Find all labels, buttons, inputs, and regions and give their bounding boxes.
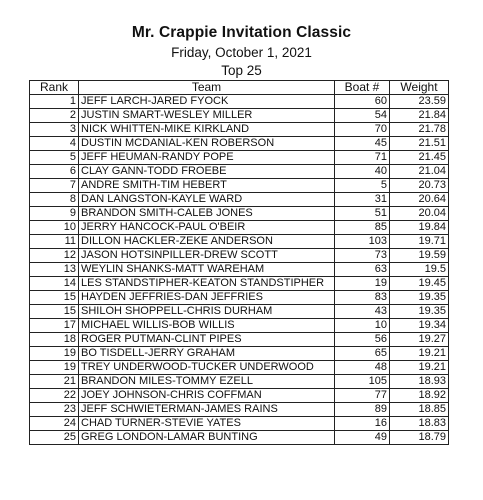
rank-cell: 21 <box>30 375 79 389</box>
rank-cell: 17 <box>30 319 79 333</box>
boat-number-cell: 40 <box>335 165 390 179</box>
table-header-row <box>30 81 449 95</box>
table-row <box>30 417 449 431</box>
page-title: Mr. Crappie Invitation Classic <box>131 24 352 41</box>
rank-cell: 15 <box>30 291 79 305</box>
weight-cell: 21.04 <box>390 165 449 179</box>
boat-number-cell: 54 <box>335 109 390 123</box>
team-cell: JASON HOTSINPILLER-DREW SCOTT <box>79 249 335 263</box>
table-row <box>30 109 449 123</box>
table-row <box>30 347 449 361</box>
table-row <box>30 305 449 319</box>
results-table-body <box>30 95 449 445</box>
rank-cell: 4 <box>30 137 79 151</box>
table-row <box>30 207 449 221</box>
table-row <box>30 361 449 375</box>
rank-cell: 11 <box>30 235 79 249</box>
team-cell: JEFF LARCH-JARED FYOCK <box>79 95 335 109</box>
boat-number-cell: 31 <box>335 193 390 207</box>
table-row <box>30 179 449 193</box>
rank-cell: 13 <box>30 263 79 277</box>
weight-cell: 18.92 <box>390 389 449 403</box>
column-header-boat: Boat # <box>335 81 390 95</box>
rank-cell: 18 <box>30 333 79 347</box>
results-table <box>29 80 449 445</box>
boat-number-cell: 51 <box>335 207 390 221</box>
boat-number-cell: 89 <box>335 403 390 417</box>
rank-cell: 7 <box>30 179 79 193</box>
boat-number-cell: 85 <box>335 221 390 235</box>
boat-number-cell: 73 <box>335 249 390 263</box>
rank-cell: 25 <box>30 431 79 445</box>
column-header-team: Team <box>79 81 335 95</box>
rank-cell: 5 <box>30 151 79 165</box>
boat-number-cell: 10 <box>335 319 390 333</box>
weight-cell: 21.45 <box>390 151 449 165</box>
boat-number-cell: 5 <box>335 179 390 193</box>
team-cell: MICHAEL WILLIS-BOB WILLIS <box>79 319 335 333</box>
team-cell: LES STANDSTIPHER-KEATON STANDSTIPHER <box>79 277 335 291</box>
boat-number-cell: 63 <box>335 263 390 277</box>
weight-cell: 21.51 <box>390 137 449 151</box>
weight-cell: 19.71 <box>390 235 449 249</box>
team-cell: CLAY GANN-TODD FROEBE <box>79 165 335 179</box>
weight-cell: 19.35 <box>390 291 449 305</box>
rank-cell: 6 <box>30 165 79 179</box>
team-cell: GREG LONDON-LAMAR BUNTING <box>79 431 335 445</box>
weight-cell: 19.34 <box>390 319 449 333</box>
table-row <box>30 151 449 165</box>
boat-number-cell: 65 <box>335 347 390 361</box>
team-cell: BRANDON SMITH-CALEB JONES <box>79 207 335 221</box>
weight-cell: 19.84 <box>390 221 449 235</box>
team-cell: BRANDON MILES-TOMMY EZELL <box>79 375 335 389</box>
team-cell: JUSTIN SMART-WESLEY MILLER <box>79 109 335 123</box>
rank-cell: 10 <box>30 221 79 235</box>
table-row <box>30 319 449 333</box>
rank-cell: 1 <box>30 95 79 109</box>
boat-number-cell: 105 <box>335 375 390 389</box>
boat-number-cell: 48 <box>335 361 390 375</box>
weight-cell: 18.85 <box>390 403 449 417</box>
team-cell: HAYDEN JEFFRIES-DAN JEFFRIES <box>79 291 335 305</box>
team-cell: JOEY JOHNSON-CHRIS COFFMAN <box>79 389 335 403</box>
boat-number-cell: 70 <box>335 123 390 137</box>
rank-cell: 2 <box>30 109 79 123</box>
weight-cell: 19.21 <box>390 361 449 375</box>
team-cell: WEYLIN SHANKS-MATT WAREHAM <box>79 263 335 277</box>
team-cell: ANDRE SMITH-TIM HEBERT <box>79 179 335 193</box>
rank-cell: 14 <box>30 277 79 291</box>
team-cell: TREY UNDERWOOD-TUCKER UNDERWOOD <box>79 361 335 375</box>
boat-number-cell: 45 <box>335 137 390 151</box>
boat-number-cell: 103 <box>335 235 390 249</box>
boat-number-cell: 16 <box>335 417 390 431</box>
boat-number-cell: 77 <box>335 389 390 403</box>
table-row <box>30 123 449 137</box>
table-row <box>30 389 449 403</box>
rank-cell: 15 <box>30 305 79 319</box>
boat-number-cell: 49 <box>335 431 390 445</box>
table-row <box>30 375 449 389</box>
team-cell: CHAD TURNER-STEVIE YATES <box>79 417 335 431</box>
rank-cell: 19 <box>30 347 79 361</box>
weight-cell: 19.27 <box>390 333 449 347</box>
table-row <box>30 95 449 109</box>
table-row <box>30 431 449 445</box>
team-cell: JERRY HANCOCK-PAUL O'BEIR <box>79 221 335 235</box>
rank-cell: 19 <box>30 361 79 375</box>
weight-cell: 19.5 <box>390 263 449 277</box>
team-cell: BO TISDELL-JERRY GRAHAM <box>79 347 335 361</box>
rank-cell: 12 <box>30 249 79 263</box>
table-row <box>30 193 449 207</box>
weight-cell: 18.79 <box>390 431 449 445</box>
weight-cell: 20.73 <box>390 179 449 193</box>
event-date: Friday, October 1, 2021 <box>171 45 312 60</box>
team-cell: NICK WHITTEN-MIKE KIRKLAND <box>79 123 335 137</box>
table-row <box>30 291 449 305</box>
team-cell: ROGER PUTMAN-CLINT PIPES <box>79 333 335 347</box>
boat-number-cell: 71 <box>335 151 390 165</box>
team-cell: JEFF HEUMAN-RANDY POPE <box>79 151 335 165</box>
team-cell: DILLON HACKLER-ZEKE ANDERSON <box>79 235 335 249</box>
boat-number-cell: 43 <box>335 305 390 319</box>
column-header-weight: Weight <box>390 81 449 95</box>
rank-cell: 22 <box>30 389 79 403</box>
boat-number-cell: 56 <box>335 333 390 347</box>
weight-cell: 18.83 <box>390 417 449 431</box>
column-header-rank: Rank <box>30 81 79 95</box>
team-cell: JEFF SCHWIETERMAN-JAMES RAINS <box>79 403 335 417</box>
weight-cell: 18.93 <box>390 375 449 389</box>
weight-cell: 20.64 <box>390 193 449 207</box>
table-row <box>30 221 449 235</box>
results-subtitle: Top 25 <box>221 63 262 78</box>
weight-cell: 21.84 <box>390 109 449 123</box>
weight-cell: 19.21 <box>390 347 449 361</box>
table-row <box>30 249 449 263</box>
weight-cell: 19.35 <box>390 305 449 319</box>
rank-cell: 23 <box>30 403 79 417</box>
rank-cell: 9 <box>30 207 79 221</box>
weight-cell: 20.04 <box>390 207 449 221</box>
table-row <box>30 235 449 249</box>
weight-cell: 19.45 <box>390 277 449 291</box>
table-row <box>30 165 449 179</box>
boat-number-cell: 83 <box>335 291 390 305</box>
boat-number-cell: 60 <box>335 95 390 109</box>
rank-cell: 8 <box>30 193 79 207</box>
table-row <box>30 263 449 277</box>
table-row <box>30 403 449 417</box>
weight-cell: 19.59 <box>390 249 449 263</box>
rank-cell: 24 <box>30 417 79 431</box>
rank-cell: 3 <box>30 123 79 137</box>
table-row <box>30 333 449 347</box>
table-row <box>30 277 449 291</box>
team-cell: SHILOH SHOPPELL-CHRIS DURHAM <box>79 305 335 319</box>
weight-cell: 23.59 <box>390 95 449 109</box>
boat-number-cell: 19 <box>335 277 390 291</box>
table-row <box>30 137 449 151</box>
weight-cell: 21.78 <box>390 123 449 137</box>
team-cell: DAN LANGSTON-KAYLE WARD <box>79 193 335 207</box>
team-cell: DUSTIN MCDANIAL-KEN ROBERSON <box>79 137 335 151</box>
